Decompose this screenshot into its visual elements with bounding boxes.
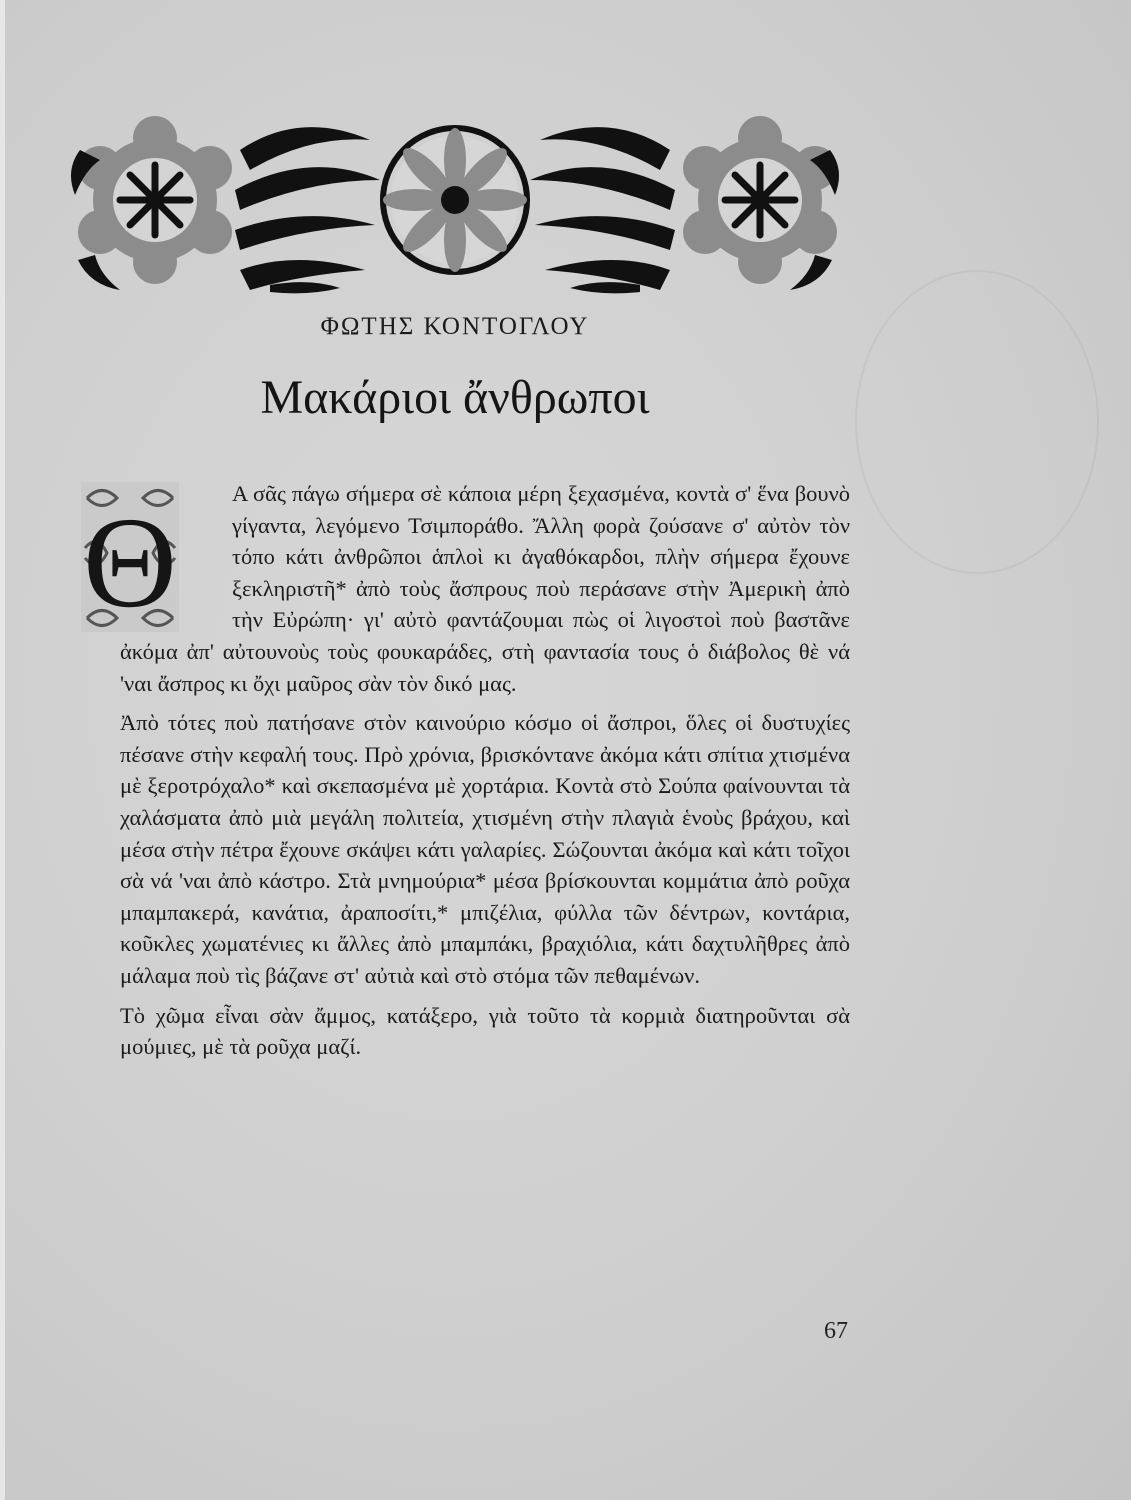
paragraph-2: Ἀπὸ τότες ποὺ πατήσανε στὸν καινούριο κόσμο οἱ ἄσπροι, ὅλες οἱ δυστυχίες πέσανε στὴν κεφαλή τους. Πρὸ χρόνια, βρισκόντανε ἀκόμα κάτι σπίτια χτισμένα μὲ ξεροτρόχαλο* καὶ σκεπασμένα μὲ χορτάρια. Κοντὰ στὸ Σούπα φαίνουνται τὰ χαλάσματα ἀπὸ μιὰ μεγάλη πολιτεία, χτισμένη στὴν πλαγιὰ ἑνοὺς βράχου, καὶ μέσα στὴν πέτρα ἔχουνε σκάψει κάτι γαλαρίες. Σώζουνται ἀκόμα καὶ κάτι τοῖχοι σὰ νά 'ναι ἀπὸ κάστρο. Στὰ μνημούρια* μέσα βρίσκουνται κομμάτια ἀπὸ ροῦχα μπαμπακερά, κανάτια, ἀραποσίτι,* μπιζέλια, φύλλα τῶν δέντρων, κοντάρια, κοῦκλες χωματένιες κι ἄλλες ἀπὸ μπαμπάκι, βραχιόλια, κάτι δαχτυλῆθρες ἀπὸ μάλαμα ποὺ τὶς βάζανε στ' αὐτιὰ καὶ στὸ στόμα τῶν πεθαμένων.: [120, 710, 850, 988]
page-number: 67: [824, 1318, 848, 1344]
drop-cap-letter: Θ: [83, 491, 177, 635]
show-through-stamp: [855, 270, 1099, 574]
page-edge: [0, 0, 5, 1500]
center-wheel-icon: [383, 128, 527, 272]
drop-cap-space: [120, 478, 226, 633]
floral-header-ornament: [70, 110, 840, 300]
body-text: [120, 478, 850, 1071]
paragraph-1: Α σᾶς πάγω σήμερα σὲ κάποια μέρη ξεχασμένα, κοντὰ σ' ἕνα βουνὸ γίγαντα, λεγόμενο Τσιμποράθο. Ἄλλη φορὰ ζούσανε σ' αὐτὸν τὸν τόπο κάτι ἀνθρῶποι ἁπλοὶ κι ἀγαθόκαρδοι, πλὴν σήμερα ἔχουνε ξεκληριστῆ* ἀπὸ τοὺς ἄσπρους ποὺ περάσανε στὴν Ἀμερικὴ ἀπὸ τὴν Εὐρώπη· γι' αὐτὸ φαντάζουμαι πὼς οἱ λιγοστοὶ ποὺ βαστᾶνε ἀκόμα ἀπ' αὐτουνοὺς τοὺς φουκαράδες, στὴ φαντασία τους ὁ διάβολος θὲ νά 'ναι ἄσπρος κι ὄχι μαῦρος σὰν τὸν δικό μας.: [120, 481, 850, 696]
left-flower-icon: [78, 116, 232, 284]
chapter-title: Μακάριοι ἄνθρωποι: [260, 371, 650, 424]
author-name: ΦΩΤΗΣ ΚΟΝΤΟΓΛΟΥ: [320, 313, 590, 340]
paragraph-3: Τὸ χῶμα εἶναι σὰν ἄμμος, κατάξερο, γιὰ τοῦτο τὰ κορμιὰ διατηροῦνται σὰ μούμιες, μὲ τὰ ροῦχα μαζί.: [120, 1002, 850, 1060]
